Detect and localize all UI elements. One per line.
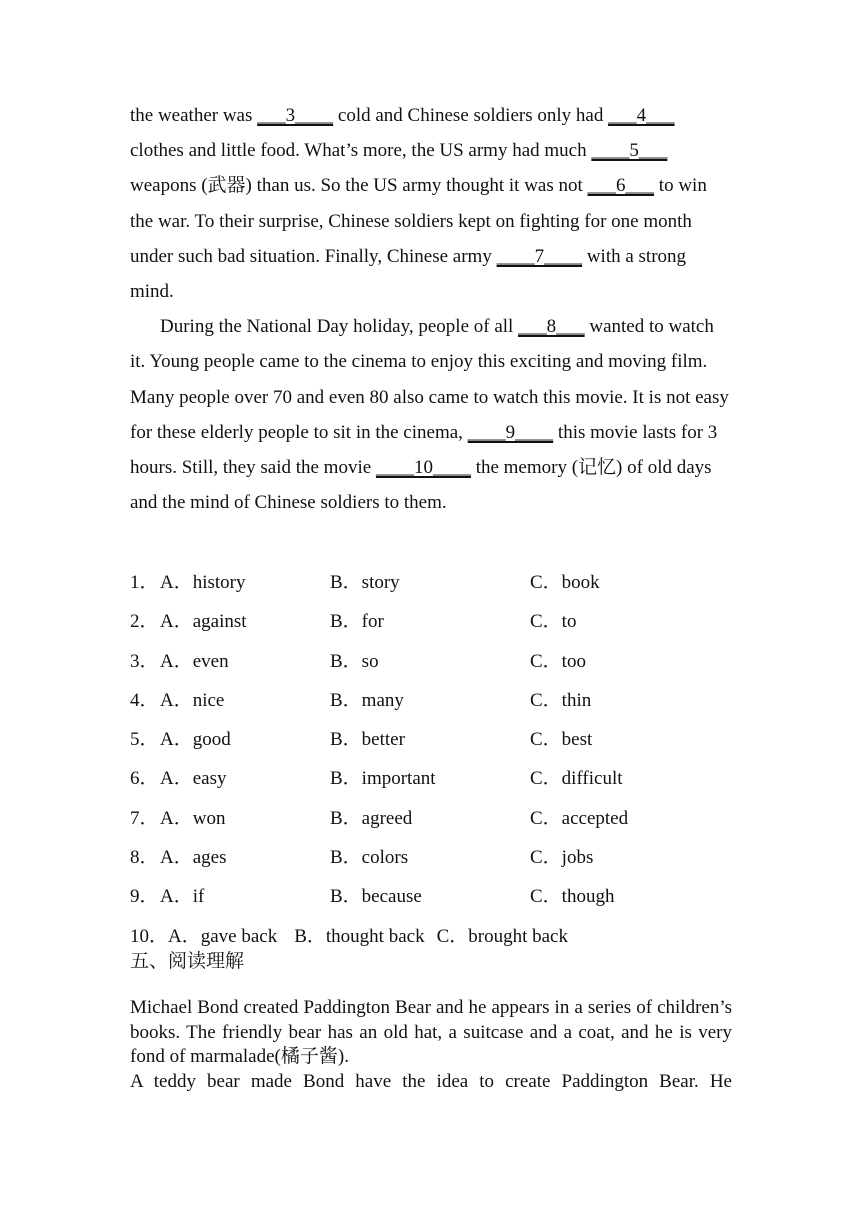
- option-b: B．story: [330, 572, 400, 593]
- option-b: B．so: [330, 650, 379, 672]
- passage-text: the weather was: [130, 105, 258, 126]
- option-number: 9．: [130, 886, 159, 908]
- option-a: A．even: [160, 650, 229, 672]
- option-c: C．jobs: [530, 847, 594, 869]
- option-number: 6．: [130, 768, 159, 790]
- option-c: C．thin: [530, 689, 592, 711]
- option-b: B．important: [330, 768, 436, 790]
- option-a: A．if: [160, 886, 205, 908]
- option-row-1: [130, 563, 732, 602]
- passage-text: weapons (武器) than us. So the US army thought it was not: [130, 175, 588, 197]
- passage-text: with a strong mind.: [130, 245, 687, 303]
- option-number: 7．: [130, 807, 159, 829]
- answer-blank: ____10____: [375, 457, 471, 479]
- option-c: C．brought back: [436, 925, 568, 947]
- passage-paragraph-1: [130, 98, 732, 309]
- option-a: A．history: [160, 572, 246, 593]
- passage-text: to win the war. To their surprise, Chinese soldiers kept on fighting for one month under such bad situation. Finally, Chinese army: [130, 175, 707, 267]
- option-c: C．too: [530, 650, 586, 672]
- option-row-6: [130, 759, 732, 798]
- option-a: A．nice: [160, 689, 225, 711]
- option-a: A．ages: [160, 847, 227, 869]
- reading-paragraph-1: Michael Bond created Paddington Bear and he appears in a series of children’s books. The friendly bear has an old hat, a suitcase and a coat, and he is very fond of marmalade(橘子酱).: [130, 997, 732, 1067]
- passage-text: this movie lasts for 3 hours. Still, they said the movie: [130, 421, 718, 479]
- option-b: B．because: [330, 886, 422, 908]
- option-c: C．though: [530, 886, 615, 908]
- option-number: 1．: [130, 572, 159, 593]
- passage-text: the memory (记忆) of old days and the mind of Chinese soldiers to them.: [130, 457, 712, 514]
- option-a: A．won: [160, 807, 226, 829]
- answer-blank: ___6___: [587, 175, 655, 197]
- passage-text: wanted to watch it. Young people came to the cinema to enjoy this exciting and moving film. Many people over 70 and even 80 also came to watch this movie. It is not easy for these elderly people to sit in the cinema,: [130, 316, 729, 443]
- answer-blank: ____9____: [467, 421, 554, 443]
- option-a: A．good: [160, 729, 231, 751]
- answer-blank: ___3____: [257, 105, 334, 126]
- answer-blank: ___4___: [608, 105, 675, 126]
- option-b: B．for: [330, 611, 384, 633]
- option-a: A．gave back: [168, 925, 278, 947]
- answer-options: [130, 563, 732, 956]
- option-row-8: [130, 838, 732, 877]
- reading-passage: [130, 996, 732, 1094]
- option-b: B．thought back: [294, 925, 425, 947]
- option-number: 4．: [130, 689, 159, 711]
- answer-blank: ____7____: [496, 245, 583, 267]
- passage-text: cold and Chinese soldiers only had: [333, 105, 609, 126]
- option-c: C．book: [530, 572, 600, 593]
- answer-blank: ____5___: [591, 140, 668, 162]
- answer-blank: ___8___: [518, 316, 585, 338]
- option-number: 8．: [130, 847, 159, 869]
- option-row-4: [130, 681, 732, 720]
- option-row-3: [130, 642, 732, 681]
- option-c: C．best: [530, 729, 593, 751]
- option-row-9: [130, 877, 732, 916]
- option-b: B．agreed: [330, 807, 413, 829]
- option-b: B．colors: [330, 847, 409, 869]
- option-number: 5．: [130, 729, 159, 751]
- option-c: C．accepted: [530, 807, 629, 829]
- option-b: B．better: [330, 729, 405, 751]
- option-a: A．against: [160, 611, 247, 633]
- section-title: 五、阅读理解: [130, 950, 245, 972]
- option-a: A．easy: [160, 768, 227, 790]
- passage-text: During the National Day holiday, people of all: [160, 316, 519, 338]
- option-number: 10．: [130, 925, 169, 947]
- option-row-5: [130, 720, 732, 759]
- reading-paragraph-2: A teddy bear made Bond have the idea to create Paddington Bear. He: [130, 1070, 732, 1092]
- option-c: C．to: [530, 611, 577, 633]
- option-b: B．many: [330, 689, 404, 711]
- option-c: C．difficult: [530, 768, 623, 790]
- option-number: 2．: [130, 611, 159, 633]
- cloze-passage: [130, 98, 732, 520]
- passage-paragraph-2: [130, 309, 732, 520]
- option-number: 3．: [130, 650, 159, 672]
- option-row-2: [130, 602, 732, 641]
- passage-text: clothes and little food. What’s more, the US army had much: [130, 140, 592, 162]
- option-row-7: [130, 799, 732, 838]
